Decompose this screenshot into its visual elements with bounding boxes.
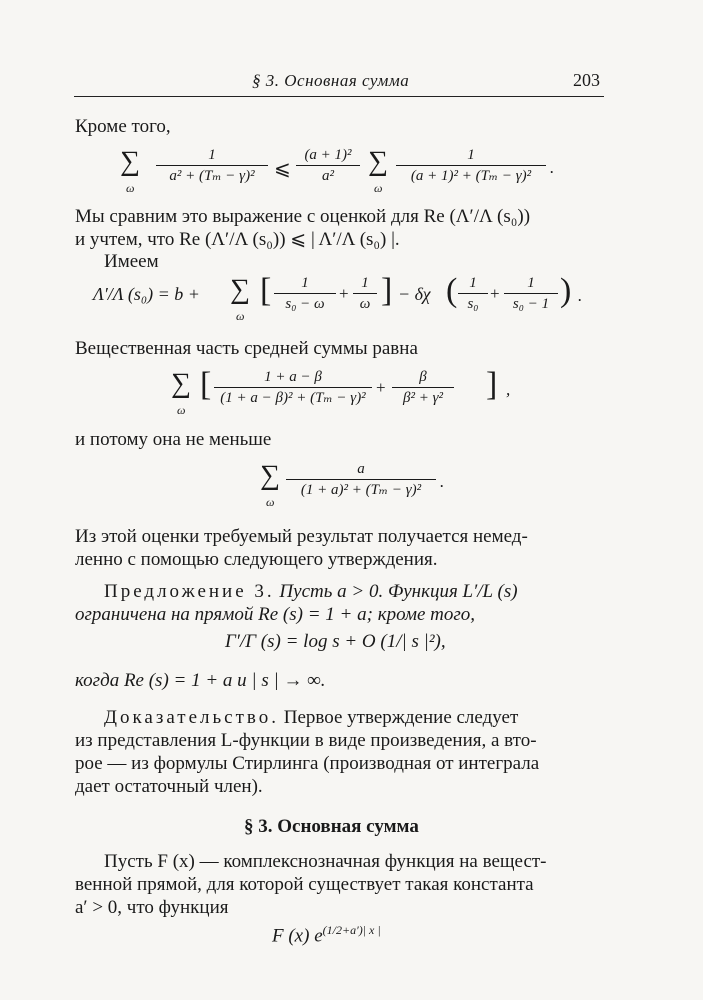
paragraph-we-have: Имеем	[104, 251, 159, 272]
fraction: $\frac{\beta}{\text{β² + γ²}}$	[392, 368, 454, 407]
equation-6-base: F (x) e	[272, 925, 323, 947]
plus-sign: +	[339, 284, 349, 303]
equation-6-exponent: (1/2+a′)| x |	[322, 923, 381, 937]
equation-5: Γ′/Γ (s) = log s + O (1/| s |²),	[225, 631, 446, 652]
sigma-subscript: ω	[126, 181, 135, 195]
sigma-subscript: ω	[236, 309, 245, 323]
proof-line-3: рое — из формулы Стирлинга (производная от интеграла	[75, 753, 540, 774]
proposition-text: Пусть a > 0. Функция L′/L (s)	[279, 581, 518, 602]
sigma-subscript: ω	[177, 403, 186, 417]
section-title: § 3. Основная сумма	[244, 816, 419, 837]
proof-line-2: из представления L-функции в виде произведения, а вто-	[75, 730, 537, 751]
sigma-symbol: ∑	[171, 368, 191, 399]
fraction: $\frac{1}{\text{s₀ − ω}}$	[274, 274, 336, 313]
sigma-symbol: ∑	[120, 146, 140, 177]
fraction: $\frac{1}{\text{s₀ − 1}}$	[504, 274, 558, 313]
proof-label: Доказательство.	[104, 707, 279, 728]
paragraph-function-line-3: a′ > 0, что функция	[75, 897, 229, 918]
sigma-symbol: ∑	[368, 146, 388, 177]
proof-line-4: дает остаточный член).	[75, 776, 263, 797]
fraction: $\frac{a}{\text{(1 + a)² + (Tₘ − γ)²}}$	[286, 460, 436, 499]
proposition-line-1	[104, 580, 518, 604]
proposition-line-3: когда Re (s) = 1 + a и | s | → ∞.	[75, 670, 326, 691]
paragraph-not-less: и потому она не меньше	[75, 429, 272, 450]
paragraph-real-part: Вещественная часть средней суммы равна	[75, 338, 418, 359]
fraction: $\frac{1}{\text{(a + 1)² + (Tₘ − γ)²}}$	[396, 146, 546, 185]
paragraph-compare-line-2: и учтем, что Re (Λ′/Λ (s₀)) ⩽ | Λ′/Λ (s₀) |.	[75, 229, 400, 250]
right-bracket: ]	[486, 366, 498, 403]
right-paren: )	[560, 272, 572, 309]
proof-text: Первое утверждение следует	[283, 707, 519, 728]
paragraph-moreover: Кроме того,	[75, 116, 171, 137]
punctuation: .	[440, 472, 445, 491]
fraction: $\frac{1}{\omega}$	[353, 274, 377, 313]
left-paren: (	[446, 272, 458, 309]
fraction: $\frac{1}{\text{a² + (Tₘ − γ)²}}$	[156, 146, 268, 185]
paragraph-function-line-2: венной прямой, для которой существует такая константа	[75, 874, 534, 895]
left-bracket: [	[260, 272, 272, 309]
paragraph-estimate-line-1: Из этой оценки требуемый результат получается немед-	[75, 526, 528, 547]
equation-lhs: Λ′/Λ (s₀) = b +	[93, 284, 200, 304]
sigma-subscript: ω	[266, 495, 275, 509]
delta-term: − δχ	[398, 284, 431, 304]
paragraph-estimate-line-2: ленно с помощью следующего утверждения.	[75, 549, 438, 570]
sigma-symbol: ∑	[230, 274, 250, 305]
page-number: 203	[573, 70, 600, 90]
proposition-label: Предложение 3.	[104, 581, 275, 602]
plus-sign: +	[490, 284, 500, 303]
fraction: $\frac{1}{\text{s₀}}$	[458, 274, 488, 313]
punctuation: .	[578, 286, 583, 305]
paragraph-function-line-1: Пусть F (x) — комплекснозначная функция на вещест-	[104, 851, 547, 872]
punctuation: .	[550, 158, 555, 177]
sigma-symbol: ∑	[260, 460, 280, 491]
paragraph-compare-line-1: Мы сравним это выражение с оценкой для Re (Λ′/Λ (s₀))	[75, 206, 531, 227]
left-bracket: [	[200, 366, 212, 403]
punctuation: ,	[506, 380, 511, 399]
header-rule	[74, 96, 604, 97]
fraction: $\frac{1 + a - \beta}{\text{(1 + a − β)² + (Tₘ − γ)²}}$	[214, 368, 372, 407]
right-bracket: ]	[381, 272, 393, 309]
relation-sign: ⩽	[274, 158, 291, 180]
sigma-subscript: ω	[374, 181, 383, 195]
proposition-line-2: ограничена на прямой Re (s) = 1 + a; кроме того,	[75, 604, 476, 625]
fraction: $\frac{\text{(a + 1)²}}{\text{a²}}$	[296, 146, 360, 185]
running-title: § 3. Основная сумма	[252, 71, 410, 90]
proof-line-1	[104, 706, 518, 730]
plus-sign: +	[376, 378, 386, 397]
equation-6	[272, 918, 381, 948]
